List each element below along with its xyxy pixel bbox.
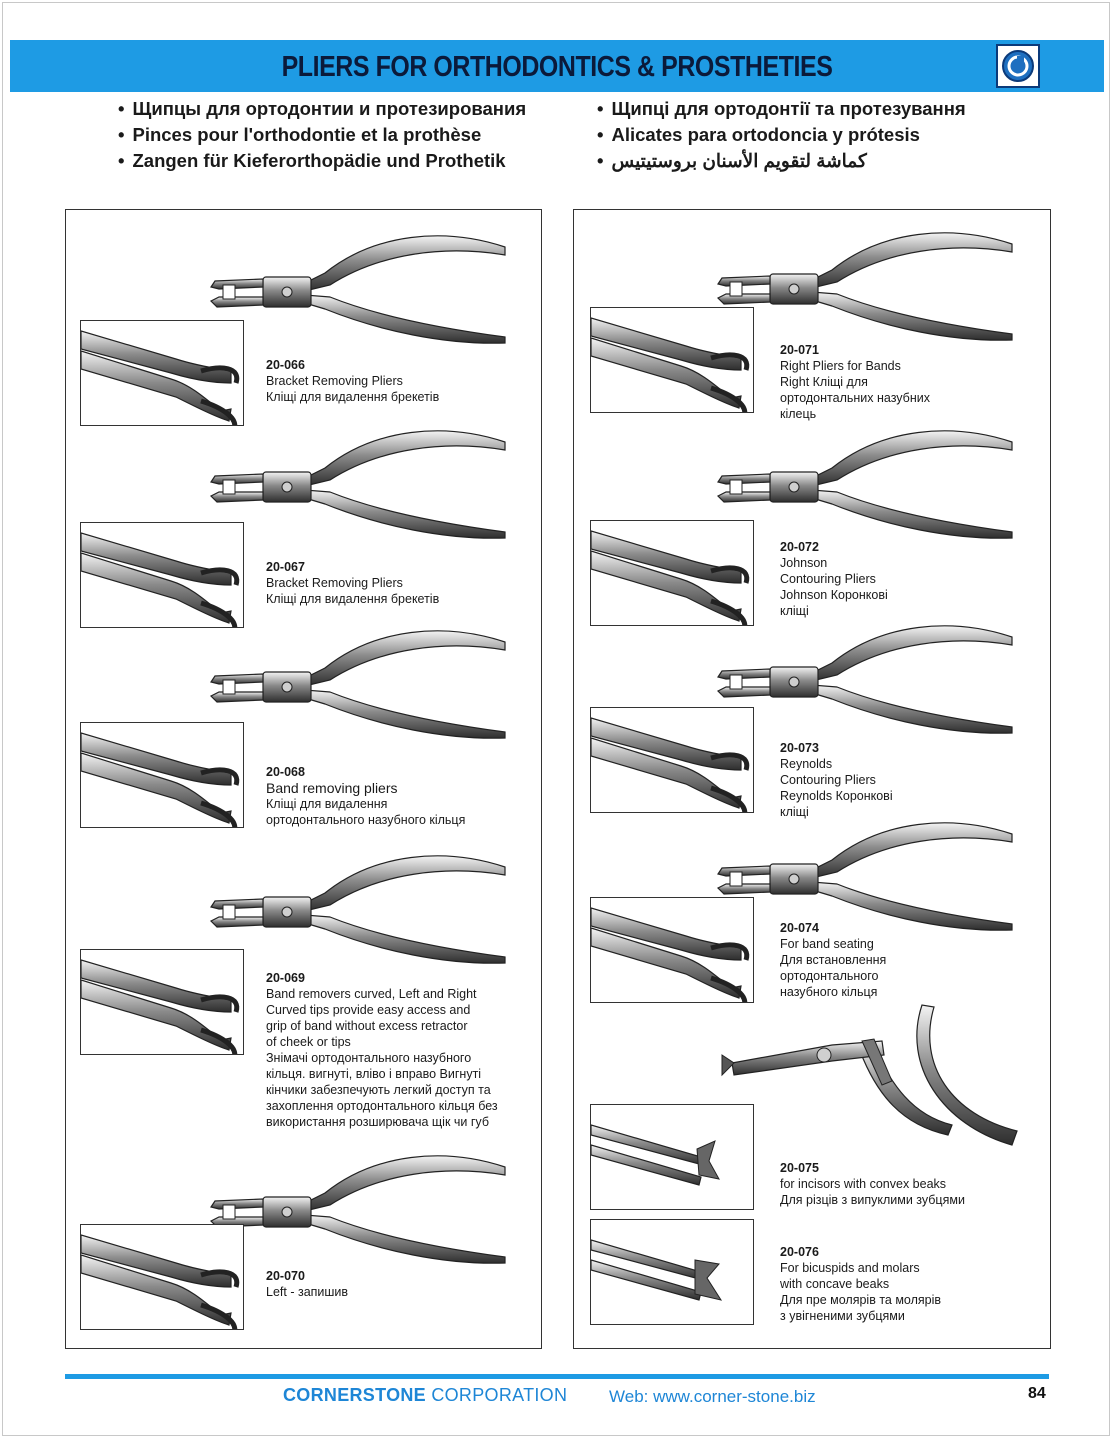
subtitle-list-right	[597, 96, 966, 174]
footer-company	[283, 1385, 567, 1406]
cornerstone-logo-icon	[996, 44, 1040, 88]
product-code: 20-071	[780, 343, 819, 357]
product-caption	[266, 1268, 348, 1300]
product-desc-line: Для встановлення	[780, 953, 887, 967]
subtitle-line: • Pinces pour l'orthodontie et la prothèse	[118, 122, 526, 148]
product-desc-line: Contouring Pliers	[780, 773, 876, 787]
product-desc-line: кінчики забезпечують легкий доступ та	[266, 1083, 491, 1097]
band-spreader-plier-image	[712, 985, 1032, 1155]
plier-image	[205, 1145, 525, 1275]
product-desc-line: Для пре молярів та молярів	[780, 1293, 942, 1307]
plier-image	[205, 225, 525, 355]
subtitle-list-left	[118, 96, 526, 174]
product-desc-line: grip of band without excess retractor	[266, 1019, 468, 1033]
product-desc-line: Reynolds Коронкові	[780, 789, 893, 803]
product-desc-line: Johnson	[780, 556, 828, 570]
company-name-bold: CORNERSTONE	[283, 1385, 426, 1405]
plier-image	[205, 620, 525, 750]
product-desc-line: Johnson Коронкові	[780, 588, 888, 602]
plier-image	[205, 420, 525, 550]
tip-closeup-image	[80, 1224, 244, 1330]
product-desc-line: Bracket Removing Pliers	[266, 576, 403, 590]
product-desc-line: Right Кліщі для	[780, 375, 868, 389]
product-desc-line: Кліщі для видалення брекетів	[266, 592, 440, 606]
product-desc-line: Right Pliers for Bands	[780, 359, 901, 373]
product-desc-line: захоплення ортодонтального кільця без	[266, 1099, 498, 1113]
product-desc-line: використання розширювача щік чи губ	[266, 1115, 489, 1129]
tip-closeup-image	[80, 722, 244, 828]
product-code: 20-070	[266, 1269, 305, 1283]
tip-closeup-image	[590, 307, 754, 413]
tip-closeup-image	[80, 949, 244, 1055]
product-caption	[266, 559, 439, 607]
product-desc-line: Reynolds	[780, 757, 833, 771]
product-desc-line: ортодонтального	[780, 969, 879, 983]
product-desc-line: кілець	[780, 407, 817, 421]
product-code: 20-066	[266, 358, 305, 372]
product-caption	[266, 764, 465, 828]
tip-closeup-image	[590, 1219, 754, 1325]
product-desc-line: for incisors with convex beaks	[780, 1177, 947, 1191]
product-code: 20-073	[780, 741, 819, 755]
product-desc-line: з увігненими зубцями	[780, 1309, 905, 1323]
product-desc-line: назубного кільця	[780, 985, 878, 999]
product-code: 20-068	[266, 765, 305, 779]
product-desc-line: Кліщі для видалення брекетів	[266, 390, 440, 404]
subtitle-line: • Zangen für Kieferorthopädie und Prothetik	[118, 148, 526, 174]
page-number: 84	[1028, 1385, 1046, 1402]
page-title: PLIERS FOR ORTHODONTICS & PROSTHETIES	[281, 51, 833, 83]
subtitle-line	[597, 148, 966, 174]
product-caption	[780, 342, 930, 422]
product-desc-line: ортодонтального назубного кільця	[266, 813, 466, 827]
plier-image	[712, 615, 1032, 745]
footer-divider	[65, 1374, 1049, 1379]
tip-closeup-image	[80, 522, 244, 628]
product-desc-line: with concave beaks	[780, 1277, 890, 1291]
product-desc-line: Contouring Pliers	[780, 572, 876, 586]
product-desc-line: Curved tips provide easy access and	[266, 1003, 471, 1017]
plier-image	[205, 845, 525, 975]
footer-website-link[interactable]: Web: www.corner-stone.biz	[609, 1387, 816, 1406]
product-code: 20-076	[780, 1245, 819, 1259]
product-code: 20-067	[266, 560, 305, 574]
title-bar	[10, 40, 1104, 92]
product-desc-line: Band removers curved, Left and Right	[266, 987, 477, 1001]
product-desc-line: Band removing pliers	[266, 780, 398, 796]
tip-closeup-image	[590, 520, 754, 626]
product-desc-line: Left - запишив	[266, 1285, 349, 1299]
plier-image	[712, 222, 1032, 352]
product-desc-line: Bracket Removing Pliers	[266, 374, 403, 388]
subtitle-line: • Щипцы для ортодонтии и протезирования	[118, 96, 526, 122]
tip-closeup-image	[590, 1104, 754, 1210]
subtitle-line: • Alicates para ortodoncia y prótesis	[597, 122, 966, 148]
product-code: 20-074	[780, 921, 819, 935]
product-desc-line: кліщі	[780, 604, 809, 618]
tip-closeup-image	[80, 320, 244, 426]
product-desc-line: Знімачі ортодонтального назубного	[266, 1051, 472, 1065]
product-desc-line: Кліщі для видалення	[266, 797, 388, 811]
product-caption	[780, 1160, 965, 1208]
product-desc-line: Для різців з випуклими зубцями	[780, 1193, 965, 1207]
product-caption	[780, 539, 888, 619]
product-caption	[266, 970, 498, 1130]
company-name-light: CORPORATION	[431, 1385, 568, 1405]
product-desc-line: кільця. вигнуті, вліво і вправо Вигнуті	[266, 1067, 482, 1081]
product-code: 20-075	[780, 1161, 819, 1175]
product-desc-line: of cheek or tips	[266, 1035, 351, 1049]
product-desc-line: For band seating	[780, 937, 874, 951]
product-caption	[266, 357, 439, 405]
product-code: 20-072	[780, 540, 819, 554]
subtitle-line: • Щипці для ортодонтії та протезування	[597, 96, 966, 122]
product-desc-line: кліщі	[780, 805, 809, 819]
subtitle-arabic: كماشة لتقويم الأسنان بروستيتيس	[611, 150, 867, 171]
product-desc-line: For bicuspids and molars	[780, 1261, 920, 1275]
product-caption	[780, 1244, 941, 1324]
product-desc-line: ортодонтальних назубних	[780, 391, 930, 405]
product-code: 20-069	[266, 971, 305, 985]
plier-image	[712, 420, 1032, 550]
tip-closeup-image	[590, 707, 754, 813]
product-caption	[780, 740, 893, 820]
